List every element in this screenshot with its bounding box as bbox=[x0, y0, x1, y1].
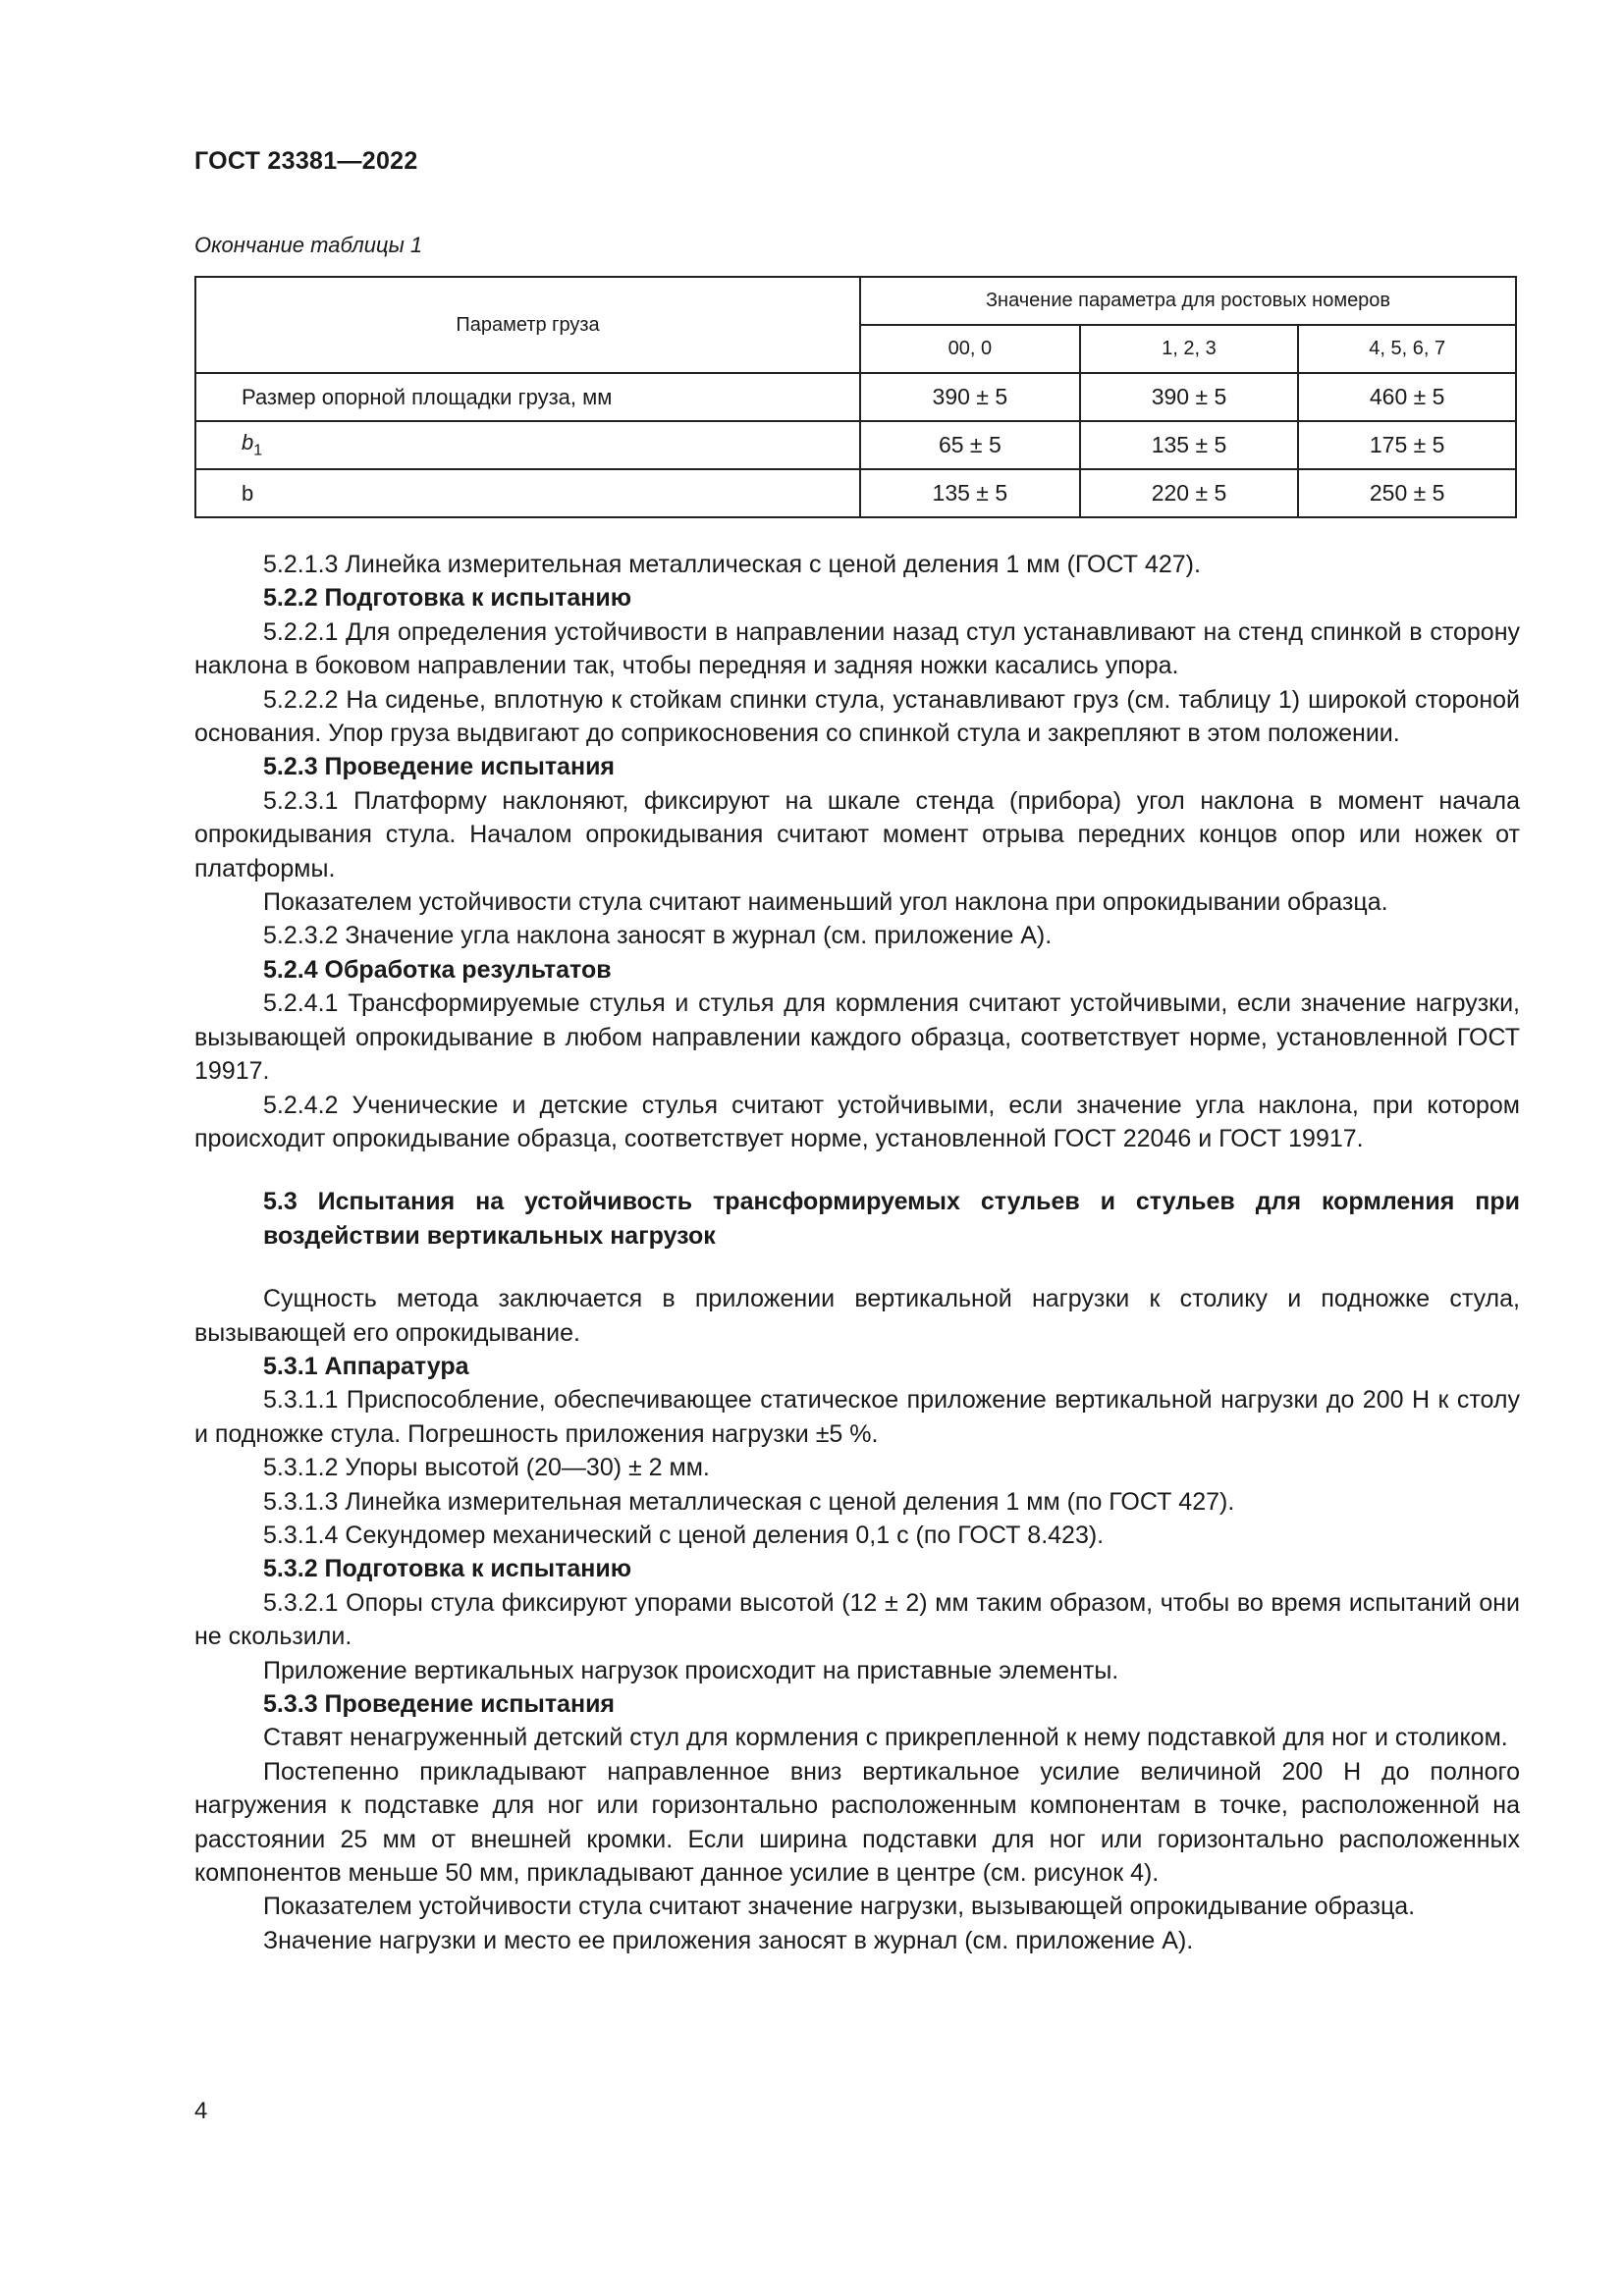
table-cell: 460 ± 5 bbox=[1298, 373, 1516, 421]
row-label-symbol: b bbox=[242, 430, 254, 455]
table-cell: 250 ± 5 bbox=[1298, 469, 1516, 517]
table-row bbox=[195, 469, 1516, 517]
table-cell: 175 ± 5 bbox=[1298, 421, 1516, 469]
paragraph: Показателем устойчивости стула считают значение нагрузки, вызывающей опрокидывание образца. bbox=[263, 1893, 1416, 1921]
paragraph: 5.2.2.1 Для определения устойчивости в направлении назад стул устанавливают на стенд спинкой в сторону наклона в боковом направлении так, чтобы передняя и задняя ножки касались упора. bbox=[194, 617, 1520, 680]
paragraph: 5.3.1.2 Упоры высотой (20—30) ± 2 мм. bbox=[263, 1454, 710, 1482]
column-header: 1, 2, 3 bbox=[1080, 325, 1299, 373]
row-label: b bbox=[195, 469, 860, 517]
paragraph: Показателем устойчивости стула считают наименьший угол наклона при опрокидывании образца. bbox=[263, 888, 1388, 917]
param-header-cell: Параметр груза bbox=[195, 277, 860, 373]
document-page bbox=[194, 147, 1520, 1957]
parameters-table bbox=[194, 276, 1517, 518]
paragraph: 5.2.4.1 Трансформируемые стулья и стулья для кормления считают устойчивыми, если значение нагрузки, вызывающей опрокидывание в любом направлении каждого образца, соответствует норме, установленной ГОСТ 19917. bbox=[194, 989, 1520, 1086]
row-label: Размер опорной площадки груза, мм bbox=[195, 373, 860, 421]
document-title: ГОСТ 23381—2022 bbox=[194, 147, 418, 175]
body-text bbox=[194, 548, 1520, 1957]
paragraph: 5.2.3.2 Значение угла наклона заносят в журнал (см. приложение А). bbox=[263, 922, 1053, 950]
paragraph: Приложение вертикальных нагрузок происходит на приставные элементы. bbox=[263, 1656, 1119, 1684]
paragraph: Ставят ненагруженный детский стул для кормления с прикрепленной к нему подставкой для ног и столиком. bbox=[263, 1724, 1508, 1752]
paragraph: Сущность метода заключается в приложении вертикальной нагрузки к столику и подножке стула, вызывающей его опрокидывание. bbox=[194, 1285, 1520, 1347]
table-cell: 220 ± 5 bbox=[1080, 469, 1299, 517]
table-caption: Окончание таблицы 1 bbox=[194, 233, 423, 257]
table-cell: 390 ± 5 bbox=[1080, 373, 1299, 421]
row-label-subscript: 1 bbox=[253, 442, 263, 459]
paragraph: Значение нагрузки и место ее приложения заносят в журнал (см. приложение А). bbox=[263, 1926, 1194, 1954]
row-label bbox=[195, 421, 860, 469]
section-title: 5.3 Испытания на устойчивость трансформируемых стульев и стульев для кормления при воздействии вертикальных нагрузок bbox=[263, 1188, 1520, 1250]
table-cell: 390 ± 5 bbox=[860, 373, 1080, 421]
table-row bbox=[195, 373, 1516, 421]
page-number: 4 bbox=[194, 2098, 208, 2124]
column-header: 00, 0 bbox=[860, 325, 1080, 373]
paragraph: 5.3.1.1 Приспособление, обеспечивающее статическое приложение вертикальной нагрузки до 200 Н к столу и подножке стула. Погрешность приложения нагрузки ±5 %. bbox=[194, 1386, 1520, 1448]
table-row bbox=[195, 421, 1516, 469]
section-heading: 5.2.4 Обработка результатов bbox=[263, 955, 612, 984]
section-heading: 5.2.2 Подготовка к испытанию bbox=[263, 584, 632, 613]
group-header-cell: Значение параметра для ростовых номеров bbox=[860, 277, 1516, 325]
table-cell: 135 ± 5 bbox=[860, 469, 1080, 517]
column-header: 4, 5, 6, 7 bbox=[1298, 325, 1516, 373]
paragraph: 5.2.4.2 Ученические и детские стулья считают устойчивыми, если значение угла наклона, при котором происходит опрокидывание образца, соответствует норме, установленной ГОСТ 22046 и ГОСТ 19917. bbox=[194, 1091, 1520, 1152]
paragraph: 5.3.1.3 Линейка измерительная металлическая с ценой деления 1 мм (по ГОСТ 427). bbox=[263, 1487, 1235, 1516]
section-heading: 5.3.1 Аппаратура bbox=[263, 1352, 469, 1380]
paragraph: Постепенно прикладывают направленное вниз вертикальное усилие величиной 200 Н до полного нагружения к подставке для ног или горизонтально расположенным компонентам в точке, расположенной на расстоянии 25 мм от внешней кромки. Если ширина подставки для ног или горизонтально расположенных компонентов меньше 50 мм, прикладывают данное усилие в центре (см. рисунок 4). bbox=[194, 1757, 1520, 1888]
section-heading: 5.3.3 Проведение испытания bbox=[263, 1690, 616, 1718]
table-header-row bbox=[195, 277, 1516, 325]
paragraph: 5.2.1.3 Линейка измерительная металлическая с ценой деления 1 мм (ГОСТ 427). bbox=[263, 551, 1201, 578]
table-cell: 65 ± 5 bbox=[860, 421, 1080, 469]
paragraph: 5.2.2.2 На сиденье, вплотную к стойкам спинки стула, устанавливают груз (см. таблицу 1) широкой стороной основания. Упор груза выдвигают до соприкосновения со спинкой стула и закрепляют в этом положении. bbox=[194, 685, 1520, 748]
section-heading: 5.3.2 Подготовка к испытанию bbox=[263, 1555, 632, 1583]
section-heading: 5.2.3 Проведение испытания bbox=[263, 753, 616, 781]
table-cell: 135 ± 5 bbox=[1080, 421, 1299, 469]
paragraph: 5.3.1.4 Секундомер механический с ценой деления 0,1 с (по ГОСТ 8.423). bbox=[263, 1521, 1105, 1549]
paragraph: 5.2.3.1 Платформу наклоняют, фиксируют на шкале стенда (прибора) угол наклона в момент начала опрокидывания стула. Началом опрокидывания считают момент отрыва передних концов опор или ножек от платформы. bbox=[194, 786, 1520, 882]
paragraph: 5.3.2.1 Опоры стула фиксируют упорами высотой (12 ± 2) мм таким образом, чтобы во время испытаний они не скользили. bbox=[194, 1588, 1520, 1651]
